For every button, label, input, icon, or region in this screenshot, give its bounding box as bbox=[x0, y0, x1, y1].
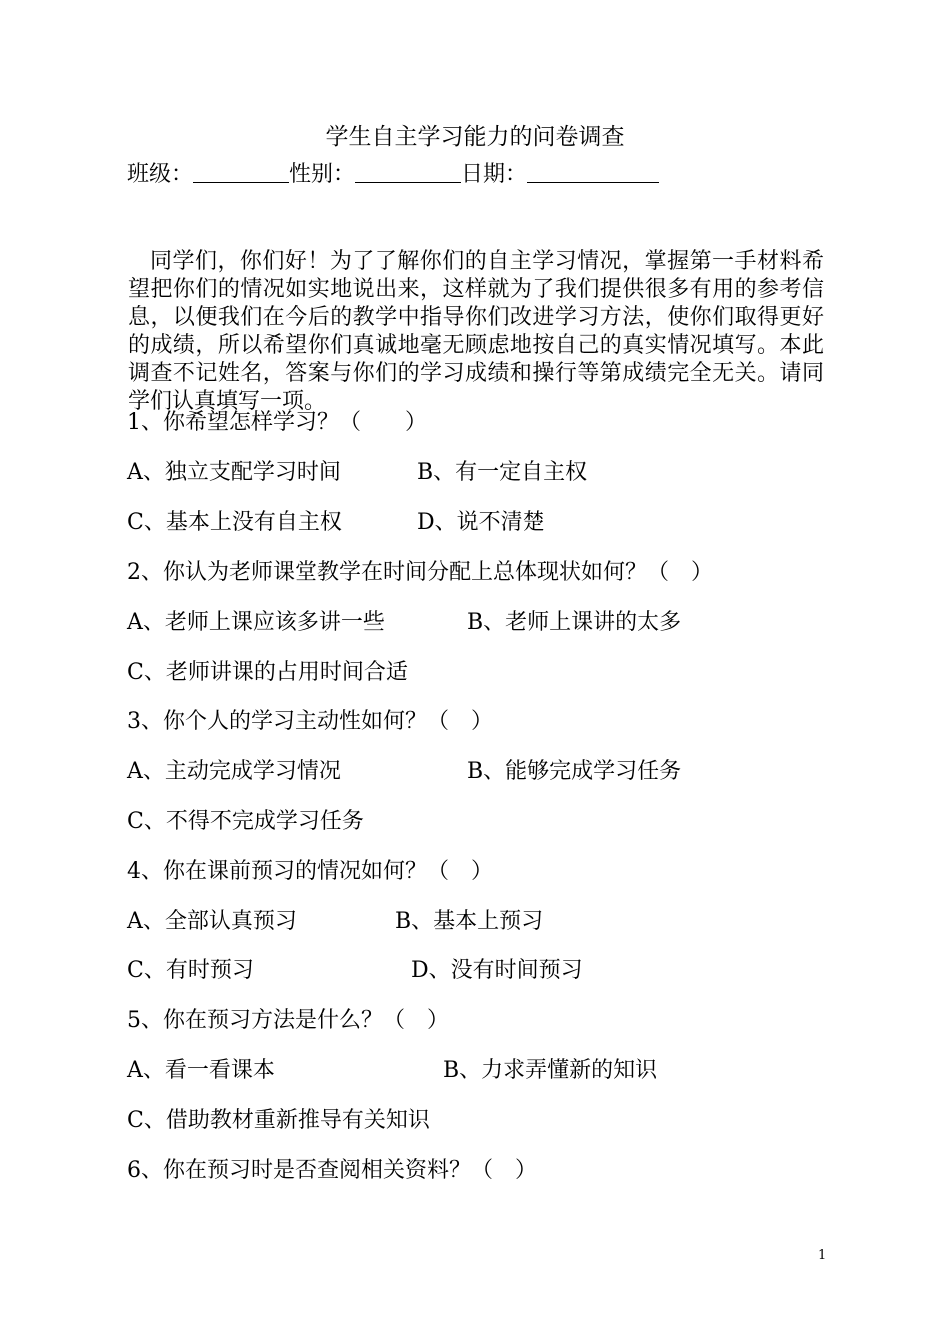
q1-option-a[interactable]: A、独立支配学习时间 bbox=[127, 460, 341, 485]
q4-option-a[interactable]: A、全部认真预习 bbox=[127, 909, 297, 934]
document-title: 学生自主学习能力的问卷调查 bbox=[325, 124, 625, 150]
date-label: 日期： bbox=[461, 162, 528, 187]
question-1-options-row-2 bbox=[127, 508, 827, 538]
question-3: 3、你个人的学习主动性如何？（ ） bbox=[127, 709, 493, 734]
page-number: 1 bbox=[818, 1248, 827, 1263]
class-label: 班级： bbox=[127, 162, 194, 187]
question-3-options-row-1 bbox=[127, 757, 827, 787]
q4-option-b[interactable]: B、基本上预习 bbox=[395, 909, 544, 934]
q3-option-a[interactable]: A、主动完成学习情况 bbox=[127, 759, 341, 784]
question-4-options-row-1 bbox=[127, 907, 827, 937]
intro-paragraph bbox=[128, 248, 824, 416]
question-1: 1、你希望怎样学习？（ ） bbox=[127, 410, 427, 435]
question-2: 2、你认为老师课堂教学在时间分配上总体现状如何？（ ） bbox=[127, 560, 713, 585]
q2-option-a[interactable]: A、老师上课应该多讲一些 bbox=[127, 610, 385, 635]
class-blank[interactable] bbox=[193, 160, 289, 183]
q4-option-c[interactable]: C、有时预习 bbox=[127, 958, 254, 983]
question-6: 6、你在预习时是否查阅相关资料？（ ） bbox=[127, 1158, 537, 1183]
question-2-options-row-1 bbox=[127, 608, 827, 638]
question-5-options-row-1 bbox=[127, 1056, 827, 1086]
q1-option-d[interactable]: D、说不清楚 bbox=[417, 510, 545, 535]
q5-option-b[interactable]: B、力求弄懂新的知识 bbox=[443, 1058, 658, 1083]
q3-option-b[interactable]: B、能够完成学习任务 bbox=[467, 759, 682, 784]
question-1-options-row-1 bbox=[127, 458, 827, 488]
question-5: 5、你在预习方法是什么？（ ） bbox=[127, 1008, 449, 1033]
date-blank[interactable] bbox=[527, 160, 659, 183]
q5-option-c[interactable]: C、借助教材重新推导有关知识 bbox=[127, 1108, 430, 1133]
q2-option-b[interactable]: B、老师上课讲的太多 bbox=[467, 610, 682, 635]
q1-option-c[interactable]: C、基本上没有自主权 bbox=[127, 510, 342, 535]
header-fields bbox=[127, 160, 659, 190]
q3-option-c[interactable]: C、不得不完成学习任务 bbox=[127, 809, 364, 834]
question-4-options-row-2 bbox=[127, 956, 827, 986]
q2-option-c[interactable]: C、老师讲课的占用时间合适 bbox=[127, 660, 408, 685]
question-4: 4、你在课前预习的情况如何？（ ） bbox=[127, 859, 493, 884]
intro-text: 同学们，你们好！为了了解你们的自主学习情况，掌握第一手材料希望把你们的情况如实地说出来，这样就为了我们提供很多有用的参考信息，以便我们在今后的教学中指导你们改进学习方法，使你们取得更好的成绩，所以希望你们真诚地毫无顾虑地按自己的真实情况填写。本此调查不记姓名，答案与你们的学习成绩和操行等第成绩完全无关。请同学们认真填写一项。 bbox=[128, 249, 824, 414]
q5-option-a[interactable]: A、看一看课本 bbox=[127, 1058, 275, 1083]
gender-label: 性别： bbox=[289, 162, 356, 187]
q1-option-b[interactable]: B、有一定自主权 bbox=[417, 460, 588, 485]
q4-option-d[interactable]: D、没有时间预习 bbox=[411, 958, 583, 983]
gender-blank[interactable] bbox=[355, 160, 461, 183]
